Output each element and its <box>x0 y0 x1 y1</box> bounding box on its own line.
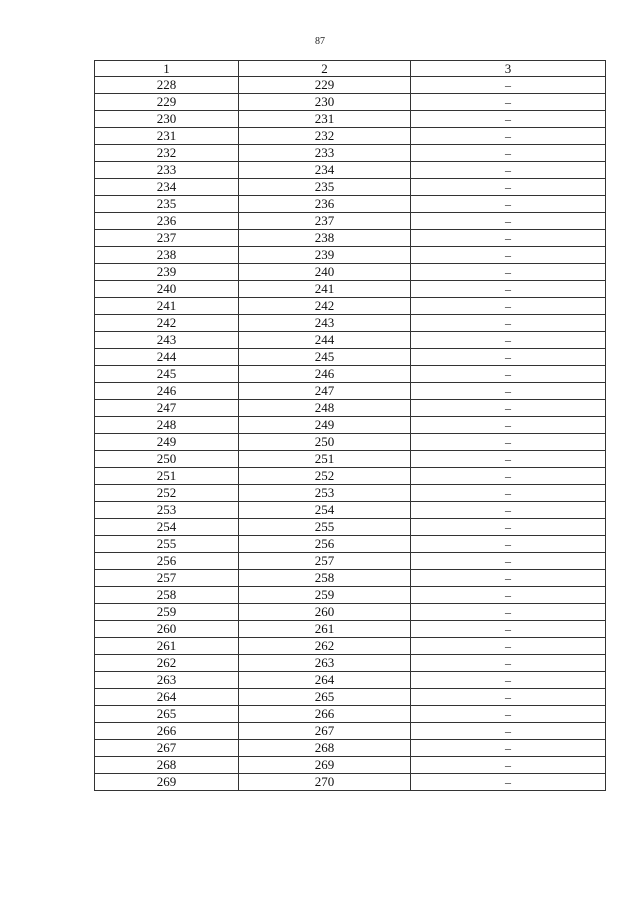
cell-col-1: 236 <box>95 213 239 230</box>
cell-col-1: 230 <box>95 111 239 128</box>
cell-col-1: 232 <box>95 145 239 162</box>
cell-col-1: 240 <box>95 281 239 298</box>
table-row <box>95 298 606 315</box>
cell-col-3: – <box>411 128 606 145</box>
cell-col-1: 263 <box>95 672 239 689</box>
cell-col-2: 251 <box>239 451 411 468</box>
cell-col-3: – <box>411 94 606 111</box>
cell-col-3: – <box>411 502 606 519</box>
cell-col-3: – <box>411 451 606 468</box>
table-row <box>95 349 606 366</box>
cell-col-3: – <box>411 604 606 621</box>
cell-col-1: 250 <box>95 451 239 468</box>
cell-col-2: 270 <box>239 774 411 791</box>
cell-col-1: 228 <box>95 77 239 94</box>
cell-col-3: – <box>411 774 606 791</box>
table-row <box>95 570 606 587</box>
cell-col-1: 267 <box>95 740 239 757</box>
table-row <box>95 757 606 774</box>
table-row <box>95 451 606 468</box>
cell-col-2: 238 <box>239 230 411 247</box>
page-number: 87 <box>315 36 325 47</box>
cell-col-3: – <box>411 213 606 230</box>
cell-col-2: 267 <box>239 723 411 740</box>
table-row <box>95 587 606 604</box>
cell-col-2: 234 <box>239 162 411 179</box>
cell-col-1: 244 <box>95 349 239 366</box>
cell-col-1: 235 <box>95 196 239 213</box>
cell-col-1: 246 <box>95 383 239 400</box>
cell-col-2: 231 <box>239 111 411 128</box>
table-row <box>95 774 606 791</box>
cell-col-3: – <box>411 179 606 196</box>
cell-col-3: – <box>411 230 606 247</box>
cell-col-3: – <box>411 434 606 451</box>
cell-col-3: – <box>411 536 606 553</box>
cell-col-1: 266 <box>95 723 239 740</box>
cell-col-3: – <box>411 366 606 383</box>
table-row <box>95 128 606 145</box>
table-row <box>95 281 606 298</box>
cell-col-3: – <box>411 723 606 740</box>
table-row <box>95 519 606 536</box>
cell-col-1: 241 <box>95 298 239 315</box>
cell-col-2: 232 <box>239 128 411 145</box>
table-row <box>95 485 606 502</box>
cell-col-1: 261 <box>95 638 239 655</box>
cell-col-1: 257 <box>95 570 239 587</box>
cell-col-1: 248 <box>95 417 239 434</box>
cell-col-1: 243 <box>95 332 239 349</box>
cell-col-1: 249 <box>95 434 239 451</box>
column-header-3: 3 <box>411 61 606 77</box>
cell-col-2: 269 <box>239 757 411 774</box>
cell-col-3: – <box>411 145 606 162</box>
cell-col-1: 245 <box>95 366 239 383</box>
cell-col-1: 256 <box>95 553 239 570</box>
cell-col-1: 260 <box>95 621 239 638</box>
cell-col-2: 248 <box>239 400 411 417</box>
cell-col-2: 258 <box>239 570 411 587</box>
cell-col-1: 234 <box>95 179 239 196</box>
cell-col-3: – <box>411 485 606 502</box>
cell-col-1: 242 <box>95 315 239 332</box>
cell-col-2: 254 <box>239 502 411 519</box>
cell-col-2: 237 <box>239 213 411 230</box>
table-row <box>95 740 606 757</box>
cell-col-2: 243 <box>239 315 411 332</box>
cell-col-2: 246 <box>239 366 411 383</box>
cell-col-2: 250 <box>239 434 411 451</box>
cell-col-3: – <box>411 196 606 213</box>
table-row <box>95 94 606 111</box>
cell-col-2: 245 <box>239 349 411 366</box>
table-row <box>95 417 606 434</box>
cell-col-2: 260 <box>239 604 411 621</box>
cell-col-3: – <box>411 638 606 655</box>
table-row <box>95 706 606 723</box>
cell-col-1: 264 <box>95 689 239 706</box>
cell-col-3: – <box>411 111 606 128</box>
table-row <box>95 672 606 689</box>
table-row <box>95 366 606 383</box>
cell-col-1: 252 <box>95 485 239 502</box>
cell-col-3: – <box>411 298 606 315</box>
table-row <box>95 689 606 706</box>
cell-col-3: – <box>411 417 606 434</box>
cell-col-2: 264 <box>239 672 411 689</box>
cell-col-3: – <box>411 77 606 94</box>
cell-col-3: – <box>411 247 606 264</box>
cell-col-3: – <box>411 706 606 723</box>
cell-col-3: – <box>411 689 606 706</box>
cell-col-2: 233 <box>239 145 411 162</box>
cell-col-2: 261 <box>239 621 411 638</box>
cell-col-3: – <box>411 587 606 604</box>
cell-col-1: 237 <box>95 230 239 247</box>
cell-col-3: – <box>411 400 606 417</box>
table-row <box>95 179 606 196</box>
cell-col-3: – <box>411 757 606 774</box>
cell-col-2: 244 <box>239 332 411 349</box>
cell-col-1: 265 <box>95 706 239 723</box>
cell-col-3: – <box>411 570 606 587</box>
cell-col-3: – <box>411 383 606 400</box>
table-row <box>95 145 606 162</box>
cell-col-3: – <box>411 264 606 281</box>
column-header-2: 2 <box>239 61 411 77</box>
cell-col-1: 238 <box>95 247 239 264</box>
table-row <box>95 247 606 264</box>
table-row <box>95 196 606 213</box>
cell-col-1: 239 <box>95 264 239 281</box>
cell-col-3: – <box>411 672 606 689</box>
table-row <box>95 536 606 553</box>
table-row <box>95 400 606 417</box>
cell-col-2: 240 <box>239 264 411 281</box>
cell-col-3: – <box>411 621 606 638</box>
cell-col-2: 249 <box>239 417 411 434</box>
cell-col-2: 255 <box>239 519 411 536</box>
table-row <box>95 723 606 740</box>
cell-col-3: – <box>411 553 606 570</box>
cell-col-2: 247 <box>239 383 411 400</box>
table-row <box>95 468 606 485</box>
table-row <box>95 383 606 400</box>
cell-col-2: 266 <box>239 706 411 723</box>
cell-col-3: – <box>411 162 606 179</box>
table-body <box>95 77 606 791</box>
table-row <box>95 230 606 247</box>
column-header-1: 1 <box>95 61 239 77</box>
table-row <box>95 111 606 128</box>
cell-col-3: – <box>411 519 606 536</box>
cell-col-2: 262 <box>239 638 411 655</box>
cell-col-3: – <box>411 740 606 757</box>
cell-col-2: 235 <box>239 179 411 196</box>
cell-col-1: 247 <box>95 400 239 417</box>
cell-col-1: 231 <box>95 128 239 145</box>
table-row <box>95 638 606 655</box>
table-row <box>95 213 606 230</box>
table-row <box>95 264 606 281</box>
table-row <box>95 77 606 94</box>
table-row <box>95 332 606 349</box>
cell-col-2: 265 <box>239 689 411 706</box>
table-row <box>95 315 606 332</box>
table-row <box>95 655 606 672</box>
cell-col-2: 239 <box>239 247 411 264</box>
table-row <box>95 162 606 179</box>
cell-col-2: 259 <box>239 587 411 604</box>
table-row <box>95 621 606 638</box>
cell-col-2: 252 <box>239 468 411 485</box>
cell-col-2: 257 <box>239 553 411 570</box>
cell-col-1: 229 <box>95 94 239 111</box>
cell-col-1: 251 <box>95 468 239 485</box>
cell-col-3: – <box>411 281 606 298</box>
cell-col-2: 256 <box>239 536 411 553</box>
cell-col-3: – <box>411 315 606 332</box>
cell-col-1: 269 <box>95 774 239 791</box>
cell-col-1: 262 <box>95 655 239 672</box>
cell-col-3: – <box>411 655 606 672</box>
table-row <box>95 502 606 519</box>
table-row <box>95 604 606 621</box>
cell-col-3: – <box>411 468 606 485</box>
cell-col-1: 255 <box>95 536 239 553</box>
cell-col-1: 233 <box>95 162 239 179</box>
table-row <box>95 434 606 451</box>
cell-col-1: 259 <box>95 604 239 621</box>
cell-col-1: 258 <box>95 587 239 604</box>
cell-col-3: – <box>411 349 606 366</box>
table-row <box>95 553 606 570</box>
cell-col-2: 236 <box>239 196 411 213</box>
cell-col-2: 268 <box>239 740 411 757</box>
cell-col-2: 263 <box>239 655 411 672</box>
cell-col-3: – <box>411 332 606 349</box>
cell-col-2: 242 <box>239 298 411 315</box>
cell-col-2: 229 <box>239 77 411 94</box>
cell-col-1: 254 <box>95 519 239 536</box>
cell-col-2: 253 <box>239 485 411 502</box>
cell-col-2: 230 <box>239 94 411 111</box>
data-table <box>94 60 606 791</box>
cell-col-2: 241 <box>239 281 411 298</box>
table-header-row <box>95 61 606 77</box>
cell-col-1: 268 <box>95 757 239 774</box>
cell-col-1: 253 <box>95 502 239 519</box>
